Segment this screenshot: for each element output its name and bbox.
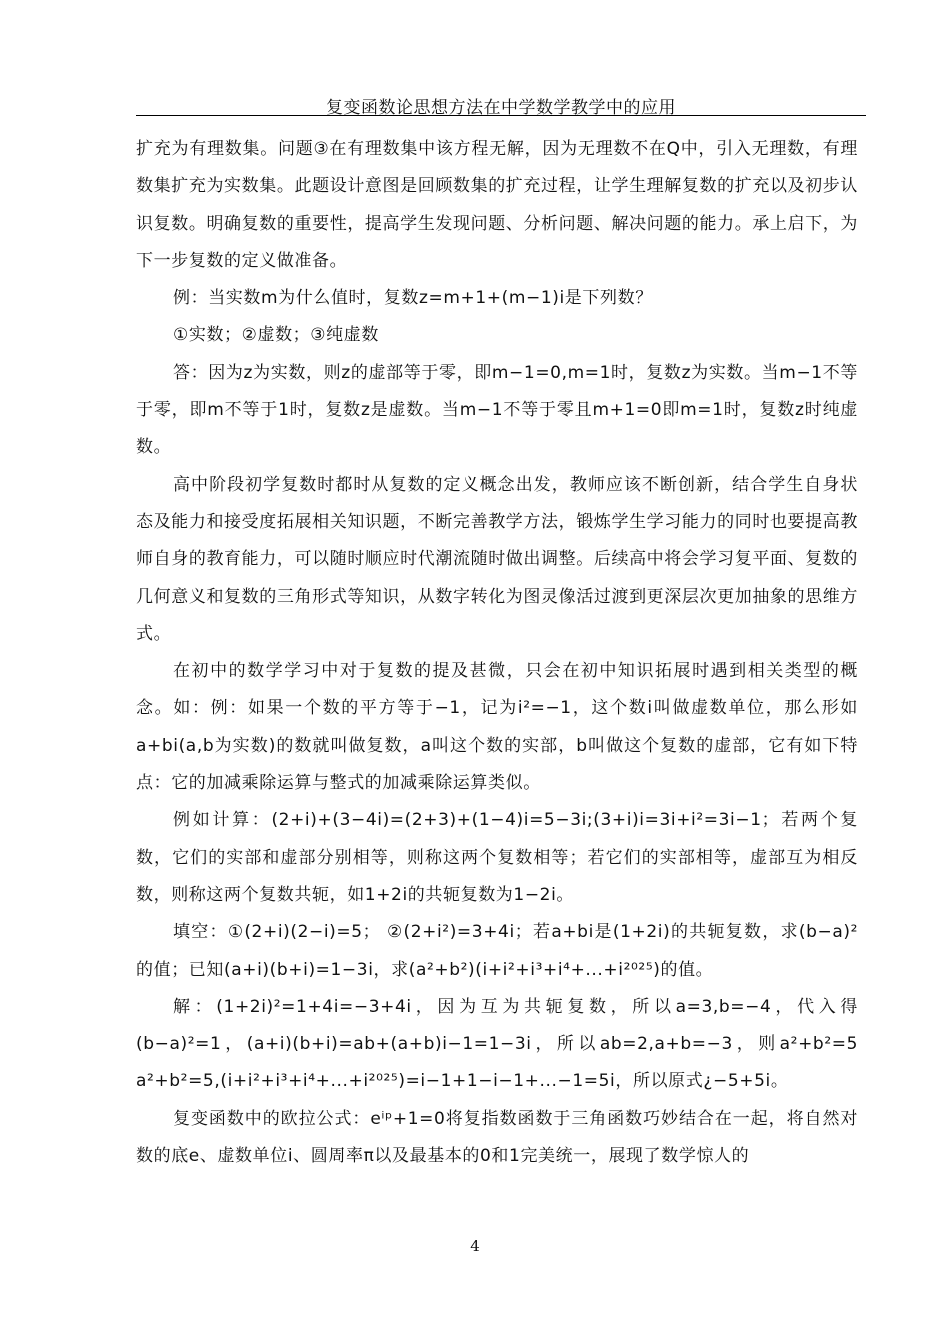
paragraph-fill-blank: 填空：①(2+i)(2−i)=5； ②(2+i²)=3+4i；若a+bi是(1+2i)的共轭复数，求(b−a)²的值；已知(a+i)(b+i)=1−3i，求(a²+b²)(i+i²+i³+i⁴+...+i²⁰²⁵)的值。: [136, 922, 858, 980]
running-header: 复变函数论思想方法在中学数学教学中的应用: [326, 98, 676, 118]
paragraph-middle-school: 在初中的数学学习中对于复数的提及甚微，只会在初中知识拓展时遇到相关类型的概念。如：例：如果一个数的平方等于−1，记为i²=−1，这个数i叫做虚数单位，那么形如a+bi(a,b为实数)的数就叫做复数，a叫这个数的实部，b叫做这个复数的虚部，它有如下特点：它的加减乘除运算与整式的加减乘除运算类似。: [136, 661, 858, 794]
paragraph-solution: 解：(1+2i)²=1+4i=−3+4i，因为互为共轭复数，所以a=3,b=−4，代入得(b−a)²=1，(a+i)(b+i)=ab+(a+b)i−1=1−3i，所以ab=2,a+b=−3，则a²+b²=5 a²+b²=5,(i+i²+i³+i⁴+...+i²⁰²⁵)=i−1+1−i−1+...−1=5i，所以原式¿−5+5i。: [136, 996, 858, 1092]
paragraph-high-school: 高中阶段初学复数时都时从复数的定义概念出发，教师应该不断创新，结合学生自身状态及能力和接受度拓展相关知识题，不断完善教学方法，锻炼学生学习能力的同时也要提高教师自身的教育能力，可以随时顺应时代潮流随时做出调整。后续高中将会学习复平面、复数的几何意义和复数的三角形式等知识，从数字转化为图灵像活过渡到更深层次更加抽象的思维方式。: [136, 474, 858, 644]
paragraph-calculation: 例如计算：(2+i)+(3−4i)=(2+3)+(1−4)i=5−3i;(3+i)i=3i+i²=3i−1；若两个复数，它们的实部和虚部分别相等，则称这两个复数相等；若它们的实部相等，虚部互为相反数，则称这两个复数共轭，如1+2i的共轭复数为1−2i。: [136, 810, 858, 905]
paragraph-example: 例：当实数m为什么值时，复数z=m+1+(m−1)i是下列数？: [173, 288, 653, 309]
header-rule: [136, 115, 866, 116]
paragraph-answer: 答：因为z为实数，则z的虚部等于零，即m−1=0,m=1时，复数z为实数。当m−1不等于零，即m不等于1时，复数z是虚数。当m−1不等于零且m+1=0即m=1时，复数z时纯虚数。: [136, 362, 858, 458]
page-number: 4: [470, 1237, 480, 1255]
paragraph-1: 扩充为有理数集。问题③在有理数集中该方程无解，因为无理数不在Q中，引入无理数，有理数集扩充为实数集。此题设计意图是回顾数集的扩充过程，让学生理解复数的扩充以及初步认识复数。明确复数的重要性，提高学生发现问题、分析问题、解决问题的能力。承上启下，为下一步复数的定义做准备。: [136, 139, 858, 271]
body-text: [136, 131, 858, 1175]
paragraph-euler: 复变函数中的欧拉公式：eⁱᵖ+1=0将复指数函数于三角函数巧妙结合在一起，将自然对数的底e、虚数单位i、圆周率π以及最基本的0和1完美统一，展现了数学惊人的: [136, 1108, 858, 1167]
paragraph-options: ①实数；②虚数；③纯虚数: [173, 325, 379, 346]
